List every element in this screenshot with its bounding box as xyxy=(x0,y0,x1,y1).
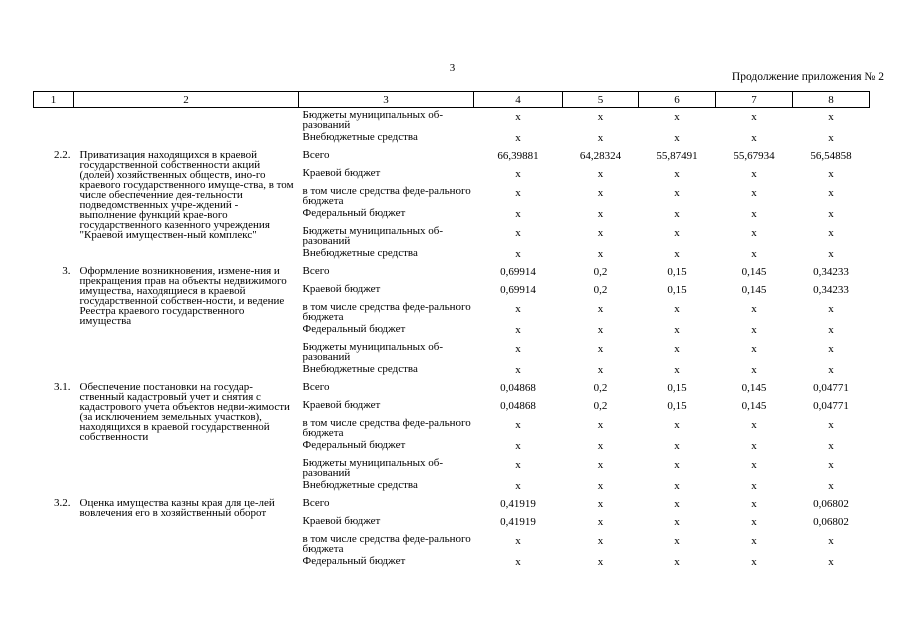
funding-source: Всего xyxy=(302,497,330,509)
funding-source: Всего xyxy=(302,149,330,161)
value-cell: x xyxy=(515,187,521,199)
item-number: 2.2. xyxy=(54,149,71,161)
value-cell: 55,87491 xyxy=(656,150,698,162)
value-cell: x xyxy=(597,303,604,315)
value-cell: x xyxy=(674,111,680,123)
value-cell: x xyxy=(751,111,757,123)
value-cell: x xyxy=(828,132,834,144)
item-number xyxy=(34,130,74,148)
value-cell: 0,69914 xyxy=(500,266,536,278)
value-cell: x xyxy=(674,535,680,547)
funding-source: Бюджеты муниципальных об-разований xyxy=(302,109,444,131)
value-cell: x xyxy=(674,208,680,220)
value-cell: x xyxy=(751,248,757,260)
value-cell: 0,2 xyxy=(593,266,608,278)
item-name: Оценка имущества казны края для це-лей вовлечения его в хозяйственный оборот xyxy=(79,497,275,519)
value-cell: 0,04771 xyxy=(813,400,849,412)
value-cell: x xyxy=(597,208,604,220)
header-cell: 8 xyxy=(793,92,870,108)
value-cell: x xyxy=(828,208,834,220)
table-row xyxy=(34,148,870,166)
value-cell: 0,04868 xyxy=(500,382,536,394)
value-cell: x xyxy=(828,324,834,336)
funding-source: Краевой бюджет xyxy=(302,399,381,411)
value-cell: x xyxy=(674,364,680,376)
header-row xyxy=(34,92,870,108)
item-number xyxy=(34,108,74,131)
table-header xyxy=(34,92,870,108)
value-cell: 55,67934 xyxy=(733,150,775,162)
value-cell: x xyxy=(674,227,680,239)
value-cell: 0,145 xyxy=(741,382,767,394)
item-name: Приватизация находящихся в краевой государственной собственности акций (долей) хозяйственных обществ, ино-го краевого государственного имуще-ства, в том числе обеспеченние дея-тельности подведомственных учре-ждений - выполнение функций крае-вого государственного казенного учреждения "Краевой имуществен-ный комплекс" xyxy=(79,149,294,241)
table-row xyxy=(34,130,870,148)
value-cell: x xyxy=(597,111,604,123)
value-cell: 0,34233 xyxy=(813,284,849,296)
value-cell: x xyxy=(828,168,834,180)
value-cell: 0,2 xyxy=(593,382,608,394)
value-cell: x xyxy=(674,343,680,355)
value-cell: x xyxy=(828,556,834,568)
value-cell: x xyxy=(751,187,757,199)
value-cell: x xyxy=(597,168,604,180)
header-cell: 1 xyxy=(34,92,74,108)
value-cell: x xyxy=(597,343,604,355)
value-cell: x xyxy=(515,168,521,180)
value-cell: x xyxy=(751,498,757,510)
page-number: 3 xyxy=(449,62,456,74)
funding-source: Внебюджетные средства xyxy=(302,131,418,143)
header-cell: 6 xyxy=(639,92,716,108)
value-cell: x xyxy=(828,419,834,431)
value-cell: x xyxy=(515,440,521,452)
budget-table xyxy=(33,91,870,572)
value-cell: 0,41919 xyxy=(500,516,536,528)
funding-source: Федеральный бюджет xyxy=(302,555,406,567)
table-row xyxy=(34,264,870,282)
value-cell: x xyxy=(597,498,604,510)
value-cell: x xyxy=(597,440,604,452)
funding-source: Федеральный бюджет xyxy=(302,439,406,451)
value-cell: x xyxy=(674,168,680,180)
table-row xyxy=(34,380,870,398)
value-cell: x xyxy=(515,480,521,492)
value-cell: 0,69914 xyxy=(500,284,536,296)
funding-source: Внебюджетные средства xyxy=(302,363,418,375)
value-cell: 0,06802 xyxy=(813,516,849,528)
item-name xyxy=(74,108,299,131)
value-cell: x xyxy=(751,459,757,471)
value-cell: x xyxy=(515,227,521,239)
funding-source: Бюджеты муниципальных об-разований xyxy=(302,341,444,363)
value-cell: x xyxy=(515,556,521,568)
value-cell: x xyxy=(674,498,680,510)
value-cell: x xyxy=(828,364,834,376)
value-cell: x xyxy=(751,343,757,355)
value-cell: x xyxy=(751,516,757,528)
value-cell: x xyxy=(828,480,834,492)
funding-source: Краевой бюджет xyxy=(302,167,381,179)
value-cell: x xyxy=(828,227,834,239)
funding-source: Бюджеты муниципальных об-разований xyxy=(302,457,444,479)
value-cell: x xyxy=(515,132,521,144)
value-cell: x xyxy=(515,343,521,355)
table-body xyxy=(34,108,870,573)
value-cell: x xyxy=(674,324,680,336)
value-cell: x xyxy=(597,480,604,492)
value-cell: 0,04771 xyxy=(813,382,849,394)
funding-source: Всего xyxy=(302,265,330,277)
item-name: Обеспечение постановки на государ-ственный кадастровый учет и снятия с кадастрового учета объектов недви-жимости (за исключением земельных участков), находящихся в краевой государственной собственности xyxy=(79,381,290,443)
funding-source: в том числе средства феде-рального бюджета xyxy=(302,301,471,323)
value-cell: x xyxy=(751,208,757,220)
funding-source: Внебюджетные средства xyxy=(302,247,418,259)
table-row xyxy=(34,496,870,514)
value-cell: x xyxy=(674,480,680,492)
value-cell: x xyxy=(597,324,604,336)
funding-source: Краевой бюджет xyxy=(302,283,381,295)
value-cell: x xyxy=(515,364,521,376)
value-cell: x xyxy=(828,111,834,123)
value-cell: x xyxy=(674,440,680,452)
value-cell: x xyxy=(674,248,680,260)
funding-source: в том числе средства феде-рального бюджета xyxy=(302,533,471,555)
value-cell: x xyxy=(515,459,521,471)
table-row xyxy=(34,108,870,131)
value-cell: x xyxy=(515,535,521,547)
funding-source: в том числе средства феде-рального бюджета xyxy=(302,417,471,439)
value-cell: x xyxy=(828,459,834,471)
value-cell: x xyxy=(751,419,757,431)
value-cell: x xyxy=(751,535,757,547)
header-cell: 4 xyxy=(474,92,563,108)
value-cell: x xyxy=(674,419,680,431)
value-cell: x xyxy=(597,227,604,239)
value-cell: x xyxy=(515,208,521,220)
item-number: 3.2. xyxy=(54,497,71,509)
value-cell: x xyxy=(515,303,521,315)
value-cell: x xyxy=(674,132,680,144)
funding-source: Бюджеты муниципальных об-разований xyxy=(302,225,444,247)
value-cell: x xyxy=(751,324,757,336)
item-number: 3.1. xyxy=(54,381,71,393)
funding-source: в том числе средства феде-рального бюджета xyxy=(302,185,471,207)
value-cell: 0,15 xyxy=(667,284,687,296)
value-cell: 0,15 xyxy=(667,382,687,394)
header-cell: 2 xyxy=(74,92,299,108)
value-cell: x xyxy=(597,187,604,199)
item-name: Оформление возникновения, измене-ния и прекращения прав на объекты недвижимого имущества, находящиеся в краевой государственной собствен-ности, и ведение Реестра краевого государственного имущества xyxy=(79,265,287,327)
value-cell: x xyxy=(751,227,757,239)
funding-source: Всего xyxy=(302,381,330,393)
value-cell: x xyxy=(828,535,834,547)
value-cell: 0,15 xyxy=(667,400,687,412)
funding-source: Краевой бюджет xyxy=(302,515,381,527)
value-cell: x xyxy=(597,535,604,547)
value-cell: x xyxy=(751,480,757,492)
value-cell: x xyxy=(515,248,521,260)
value-cell: 0,06802 xyxy=(813,498,849,510)
value-cell: 0,15 xyxy=(667,266,687,278)
value-cell: x xyxy=(751,440,757,452)
value-cell: x xyxy=(515,111,521,123)
value-cell: 0,145 xyxy=(741,400,767,412)
value-cell: x xyxy=(597,419,604,431)
value-cell: x xyxy=(828,248,834,260)
value-cell: x xyxy=(515,324,521,336)
value-cell: x xyxy=(751,132,757,144)
value-cell: x xyxy=(597,516,604,528)
value-cell: 0,34233 xyxy=(813,266,849,278)
value-cell: 0,04868 xyxy=(500,400,536,412)
header-cell: 5 xyxy=(563,92,639,108)
value-cell: x xyxy=(828,303,834,315)
header-cell: 3 xyxy=(299,92,474,108)
funding-source: Внебюджетные средства xyxy=(302,479,418,491)
value-cell: x xyxy=(751,364,757,376)
value-cell: x xyxy=(828,187,834,199)
value-cell: x xyxy=(597,132,604,144)
value-cell: x xyxy=(751,556,757,568)
value-cell: x xyxy=(515,419,521,431)
header-cell: 7 xyxy=(716,92,793,108)
value-cell: 0,41919 xyxy=(500,498,536,510)
value-cell: 0,2 xyxy=(593,400,608,412)
funding-source: Федеральный бюджет xyxy=(302,207,406,219)
value-cell: x xyxy=(597,364,604,376)
item-name xyxy=(74,130,299,148)
value-cell: x xyxy=(597,459,604,471)
value-cell: x xyxy=(674,556,680,568)
value-cell: x xyxy=(597,248,604,260)
value-cell: x xyxy=(597,556,604,568)
value-cell: x xyxy=(828,440,834,452)
item-number: 3. xyxy=(62,265,71,277)
value-cell: x xyxy=(674,516,680,528)
value-cell: x xyxy=(751,303,757,315)
value-cell: 0,145 xyxy=(741,284,767,296)
value-cell: 66,39881 xyxy=(497,150,539,162)
value-cell: 0,145 xyxy=(741,266,767,278)
value-cell: 56,54858 xyxy=(810,150,852,162)
value-cell: 0,2 xyxy=(593,284,608,296)
funding-source: Федеральный бюджет xyxy=(302,323,406,335)
value-cell: x xyxy=(674,459,680,471)
continuation-note: Продолжение приложения № 2 xyxy=(731,71,884,83)
value-cell: x xyxy=(674,187,680,199)
value-cell: x xyxy=(828,343,834,355)
value-cell: x xyxy=(751,168,757,180)
value-cell: x xyxy=(674,303,680,315)
value-cell: 64,28324 xyxy=(579,150,622,162)
